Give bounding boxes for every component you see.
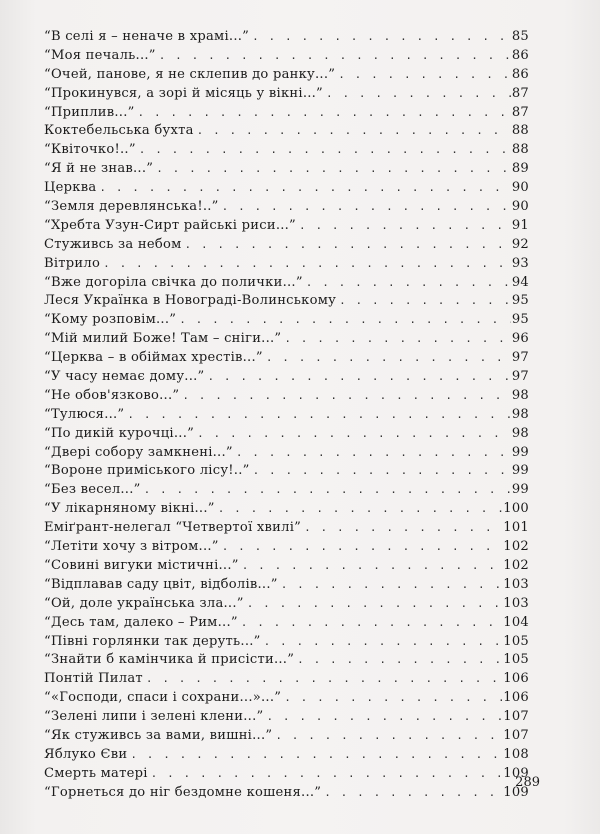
dot-leader bbox=[275, 727, 502, 746]
toc-entry-title: “У часу немає дому...” bbox=[44, 369, 205, 385]
toc-entry bbox=[44, 670, 529, 689]
dot-leader bbox=[299, 217, 511, 236]
toc-entry bbox=[44, 349, 529, 368]
toc-entry-title: Стуживсь за небом bbox=[44, 236, 182, 252]
toc-entry-title: “По дикій курочці...” bbox=[44, 425, 195, 441]
toc-entry-page: 107 bbox=[503, 709, 529, 725]
dot-leader bbox=[185, 236, 511, 255]
toc-entry-title: “Моя печаль...” bbox=[44, 47, 156, 63]
toc-entry-title: “Приплив...” bbox=[44, 104, 135, 120]
toc-entry-title: “Без весел...” bbox=[44, 482, 141, 498]
dot-leader bbox=[179, 311, 511, 330]
toc-entry-page: 95 bbox=[511, 293, 529, 309]
toc-entry-title: Яблуко Єви bbox=[44, 746, 128, 762]
toc-entry-page: 99 bbox=[511, 463, 529, 479]
toc-entry-title: “Не обов'язково...” bbox=[44, 387, 180, 403]
toc-entry-title: “Двері собору замкнені...” bbox=[44, 444, 233, 460]
toc-entry bbox=[44, 292, 529, 311]
toc-entry-page: 98 bbox=[511, 425, 529, 441]
toc-entry-page: 88 bbox=[511, 123, 529, 139]
toc-entry bbox=[44, 538, 529, 557]
dot-leader bbox=[304, 519, 502, 538]
toc-entry-title: “Зелені липи і зелені клени...” bbox=[44, 709, 264, 725]
toc-entry-title: “Як стуживсь за вами, вишні...” bbox=[44, 727, 273, 743]
toc-entry-page: 97 bbox=[511, 350, 529, 366]
dot-leader bbox=[222, 198, 511, 217]
toc-entry-title: “Ой, доле українська зла...” bbox=[44, 595, 244, 611]
dot-leader bbox=[130, 746, 502, 765]
dot-leader bbox=[264, 633, 503, 652]
toc-entry-title: “Горнеться до ніг бездомне кошеня...” bbox=[44, 784, 322, 800]
toc-entry bbox=[44, 47, 529, 66]
dot-leader bbox=[284, 689, 502, 708]
toc-entry-title: “У лікарняному вікні...” bbox=[44, 501, 215, 517]
toc-entry bbox=[44, 651, 529, 670]
toc-entry-page: 99 bbox=[511, 444, 529, 460]
toc-entry-title: “Очей, панове, я не склепив до ранку...” bbox=[44, 66, 336, 82]
dot-leader bbox=[242, 557, 503, 576]
dot-leader bbox=[127, 406, 510, 425]
toc-entry-page: 104 bbox=[503, 614, 529, 630]
dot-leader bbox=[156, 160, 511, 179]
toc-entry-title: Церква bbox=[44, 180, 97, 196]
dot-leader bbox=[207, 368, 510, 387]
toc-entry-page: 87 bbox=[511, 104, 529, 120]
toc-entry-title: Еміґрант-нелегал “Четвертої хвилі” bbox=[44, 520, 302, 536]
toc-entry-page: 88 bbox=[511, 142, 529, 158]
toc-entry-title: Понтій Пилат bbox=[44, 671, 143, 687]
toc-entry bbox=[44, 387, 529, 406]
dot-leader bbox=[324, 784, 502, 803]
dot-leader bbox=[139, 141, 511, 160]
toc-entry-page: 109 bbox=[503, 765, 529, 781]
toc-entry-page: 103 bbox=[503, 595, 529, 611]
toc-entry-title: “Церква – в обіймах хрестів...” bbox=[44, 350, 263, 366]
toc-entry-title: Леся Українка в Новограді-Волинському bbox=[44, 293, 337, 309]
toc-entry bbox=[44, 425, 529, 444]
toc-entry bbox=[44, 217, 529, 236]
toc-entry-page: 107 bbox=[503, 727, 529, 743]
toc-entry bbox=[44, 28, 529, 47]
dot-leader bbox=[253, 462, 511, 481]
toc-entry-page: 105 bbox=[503, 633, 529, 649]
toc-entry-page: 86 bbox=[511, 66, 529, 82]
dot-leader bbox=[159, 47, 511, 66]
toc-entry-page: 98 bbox=[511, 406, 529, 422]
dot-leader bbox=[297, 651, 502, 670]
toc-entry bbox=[44, 519, 529, 538]
toc-entry bbox=[44, 368, 529, 387]
dot-leader bbox=[284, 330, 510, 349]
dot-leader bbox=[144, 481, 511, 500]
dot-leader bbox=[338, 66, 511, 85]
dot-leader bbox=[247, 595, 503, 614]
toc-entry-page: 106 bbox=[503, 671, 529, 687]
toc-entry-page: 102 bbox=[503, 539, 529, 555]
dot-leader bbox=[236, 444, 511, 463]
toc-entry-page: 91 bbox=[511, 217, 529, 233]
dot-leader bbox=[151, 765, 503, 784]
toc-entry-title: “Хребта Узун-Сирт райські риси...” bbox=[44, 217, 296, 233]
toc-entry bbox=[44, 500, 529, 519]
toc-entry-page: 102 bbox=[503, 557, 529, 573]
dot-leader bbox=[182, 387, 511, 406]
toc-entry bbox=[44, 311, 529, 330]
toc-entry bbox=[44, 765, 529, 784]
dot-leader bbox=[103, 255, 511, 274]
toc-entry-title: “Вороне приміського лісу!..” bbox=[44, 463, 250, 479]
toc-entry-title: Коктебельська бухта bbox=[44, 123, 194, 139]
toc-entry-page: 97 bbox=[511, 369, 529, 385]
toc-entry-title: “Летіти хочу з вітром...” bbox=[44, 539, 219, 555]
toc-entry bbox=[44, 406, 529, 425]
toc-entry bbox=[44, 557, 529, 576]
toc-entry-page: 87 bbox=[511, 85, 529, 101]
toc-entry bbox=[44, 784, 529, 803]
toc-entry bbox=[44, 104, 529, 123]
toc-entry-title: “Вже догоріла свічка до полички...” bbox=[44, 274, 303, 290]
dot-leader bbox=[218, 500, 503, 519]
toc-entry bbox=[44, 462, 529, 481]
dot-leader bbox=[138, 104, 511, 123]
toc-entry bbox=[44, 330, 529, 349]
toc-entry-page: 96 bbox=[511, 331, 529, 347]
toc-entry-page: 95 bbox=[511, 312, 529, 328]
toc-entry-page: 90 bbox=[511, 180, 529, 196]
toc-entry-title: “Совині вигуки містичні...” bbox=[44, 557, 239, 573]
toc-entry-title: “Тулюся...” bbox=[44, 406, 125, 422]
toc-entry-title: “Відплавав саду цвіт, відболів...” bbox=[44, 576, 278, 592]
toc-entry-page: 86 bbox=[511, 47, 529, 63]
dot-leader bbox=[281, 576, 503, 595]
dot-leader bbox=[197, 425, 511, 444]
toc-entry bbox=[44, 727, 529, 746]
toc-entry bbox=[44, 576, 529, 595]
dot-leader bbox=[266, 708, 502, 727]
toc-entry-page: 89 bbox=[511, 161, 529, 177]
toc-entry bbox=[44, 614, 529, 633]
toc-entry bbox=[44, 689, 529, 708]
toc-entry bbox=[44, 595, 529, 614]
dot-leader bbox=[146, 670, 502, 689]
toc-entry-page: 99 bbox=[511, 482, 529, 498]
toc-entry bbox=[44, 481, 529, 500]
toc-entry-title: Вітрило bbox=[44, 255, 101, 271]
dot-leader bbox=[197, 122, 511, 141]
toc-entry-page: 93 bbox=[511, 255, 529, 271]
toc-entry-page: 103 bbox=[503, 576, 529, 592]
toc-entry-title: “Квіточко!..” bbox=[44, 142, 136, 158]
dot-leader bbox=[266, 349, 511, 368]
toc-entry bbox=[44, 236, 529, 255]
toc-entry-title: “Знайти б камінчика й присісти...” bbox=[44, 652, 295, 668]
toc-entry bbox=[44, 255, 529, 274]
table-of-contents bbox=[44, 28, 529, 803]
toc-entry bbox=[44, 633, 529, 652]
toc-entry bbox=[44, 444, 529, 463]
toc-entry bbox=[44, 85, 529, 104]
dot-leader bbox=[222, 538, 503, 557]
toc-entry-page: 94 bbox=[511, 274, 529, 290]
toc-entry bbox=[44, 122, 529, 141]
toc-entry-title: Смерть матері bbox=[44, 765, 148, 781]
toc-entry bbox=[44, 708, 529, 727]
toc-entry bbox=[44, 179, 529, 198]
toc-entry-title: “Земля деревлянська!..” bbox=[44, 199, 219, 215]
toc-entry-page: 109 bbox=[503, 784, 529, 800]
page-number: 289 bbox=[515, 775, 540, 790]
toc-entry bbox=[44, 66, 529, 85]
toc-entry-page: 85 bbox=[511, 29, 529, 44]
dot-leader bbox=[252, 28, 511, 47]
toc-entry-page: 106 bbox=[503, 690, 529, 706]
toc-entry-title: “Півні горлянки так деруть...” bbox=[44, 633, 261, 649]
dot-leader bbox=[241, 614, 502, 633]
toc-entry-title: “В селі я – неначе в храмі...” bbox=[44, 29, 250, 44]
toc-entry-title: “Кому розповім...” bbox=[44, 312, 177, 328]
toc-entry-page: 98 bbox=[511, 387, 529, 403]
toc-entry-title: “Я й не знав...” bbox=[44, 161, 154, 177]
toc-entry-page: 108 bbox=[503, 746, 529, 762]
toc-entry-title: “Десь там, далеко – Рим...” bbox=[44, 614, 238, 630]
toc-entry bbox=[44, 160, 529, 179]
toc-entry-page: 101 bbox=[503, 520, 529, 536]
toc-entry bbox=[44, 198, 529, 217]
toc-entry bbox=[44, 746, 529, 765]
dot-leader bbox=[339, 292, 511, 311]
toc-entry-page: 100 bbox=[503, 501, 529, 517]
toc-entry-page: 90 bbox=[511, 199, 529, 215]
toc-entry-title: “Мій милий Боже! Там – сніги...” bbox=[44, 331, 282, 347]
toc-entry-page: 92 bbox=[511, 236, 529, 252]
dot-leader bbox=[99, 179, 510, 198]
dot-leader bbox=[306, 274, 511, 293]
toc-entry-page: 105 bbox=[503, 652, 529, 668]
toc-entry bbox=[44, 141, 529, 160]
toc-entry bbox=[44, 274, 529, 293]
toc-entry-title: “«Господи, спаси і сохрани...»...” bbox=[44, 690, 282, 706]
toc-entry-title: “Прокинувся, а зорі й місяць у вікні...” bbox=[44, 85, 324, 101]
dot-leader bbox=[326, 85, 511, 104]
